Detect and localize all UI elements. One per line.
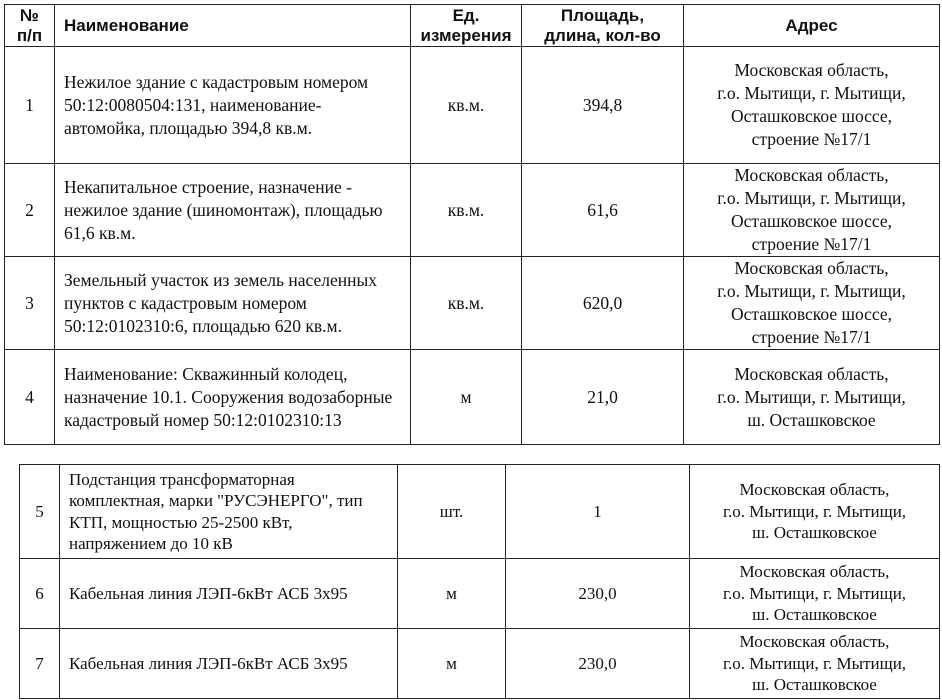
row-address: Московская область, г.о. Мытищи, г. Мытищи, ш. Осташковское bbox=[690, 629, 940, 699]
row-quantity: 61,6 bbox=[522, 164, 684, 257]
table-row bbox=[5, 257, 940, 350]
row-name: Земельный участок из земель населенных пунктов с кадастровым номером 50:12:0102310:6, площадью 620 кв.м. bbox=[55, 257, 411, 350]
row-quantity: 21,0 bbox=[522, 350, 684, 445]
row-name: Кабельная линия ЛЭП-6кВт АСБ 3х95 bbox=[60, 629, 398, 699]
row-number: 6 bbox=[20, 559, 60, 629]
header-quantity: Площадь, длина, кол-во bbox=[522, 5, 684, 47]
row-quantity: 230,0 bbox=[506, 559, 690, 629]
table-row bbox=[20, 465, 940, 559]
row-name: Кабельная линия ЛЭП-6кВт АСБ 3х95 bbox=[60, 559, 398, 629]
row-quantity: 620,0 bbox=[522, 257, 684, 350]
row-address: Московская область, г.о. Мытищи, г. Мытищи, Осташковское шоссе, строение №17/1 bbox=[684, 164, 940, 257]
row-address: Московская область, г.о. Мытищи, г. Мытищи, ш. Осташковское bbox=[690, 559, 940, 629]
row-unit: м bbox=[398, 559, 506, 629]
row-unit: кв.м. bbox=[411, 257, 522, 350]
header-name: Наименование bbox=[55, 5, 411, 47]
table-row bbox=[5, 47, 940, 164]
row-number: 7 bbox=[20, 629, 60, 699]
row-name: Некапитальное строение, назначение - нежилое здание (шиномонтаж), площадью 61,6 кв.м. bbox=[55, 164, 411, 257]
row-unit: м bbox=[398, 629, 506, 699]
row-number: 4 bbox=[5, 350, 55, 445]
row-unit: м bbox=[411, 350, 522, 445]
row-name: Подстанция трансформаторная комплектная, марки "РУСЭНЕРГО", тип КТП, мощностью 25-2500 кВт, напряжением до 10 кВ bbox=[60, 465, 398, 559]
row-number: 5 bbox=[20, 465, 60, 559]
table-header-row bbox=[5, 5, 940, 47]
row-number: 1 bbox=[5, 47, 55, 164]
property-table-part-2 bbox=[19, 464, 940, 699]
row-unit: кв.м. bbox=[411, 164, 522, 257]
row-quantity: 1 bbox=[506, 465, 690, 559]
row-name: Нежилое здание с кадастровым номером 50:12:0080504:131, наименование- автомойка, площадью 394,8 кв.м. bbox=[55, 47, 411, 164]
row-address: Московская область, г.о. Мытищи, г. Мытищи, ш. Осташковское bbox=[690, 465, 940, 559]
page-break-gap bbox=[0, 446, 942, 463]
row-quantity: 230,0 bbox=[506, 629, 690, 699]
table-row bbox=[20, 559, 940, 629]
row-number: 2 bbox=[5, 164, 55, 257]
row-address: Московская область, г.о. Мытищи, г. Мытищи, ш. Осташковское bbox=[684, 350, 940, 445]
row-name: Наименование: Скважинный колодец, назначение 10.1. Сооружения водозаборные кадастровый номер 50:12:0102310:13 bbox=[55, 350, 411, 445]
row-unit: кв.м. bbox=[411, 47, 522, 164]
table-row bbox=[20, 629, 940, 699]
property-table-part-1 bbox=[4, 4, 940, 445]
row-quantity: 394,8 bbox=[522, 47, 684, 164]
row-number: 3 bbox=[5, 257, 55, 350]
row-address: Московская область, г.о. Мытищи, г. Мытищи, Осташковское шоссе, строение №17/1 bbox=[684, 257, 940, 350]
table-row bbox=[5, 164, 940, 257]
table-row bbox=[5, 350, 940, 445]
header-number: № п/п bbox=[5, 5, 55, 47]
row-address: Московская область, г.о. Мытищи, г. Мытищи, Осташковское шоссе, строение №17/1 bbox=[684, 47, 940, 164]
row-unit: шт. bbox=[398, 465, 506, 559]
header-address: Адрес bbox=[684, 5, 940, 47]
header-unit: Ед. измерения bbox=[411, 5, 522, 47]
